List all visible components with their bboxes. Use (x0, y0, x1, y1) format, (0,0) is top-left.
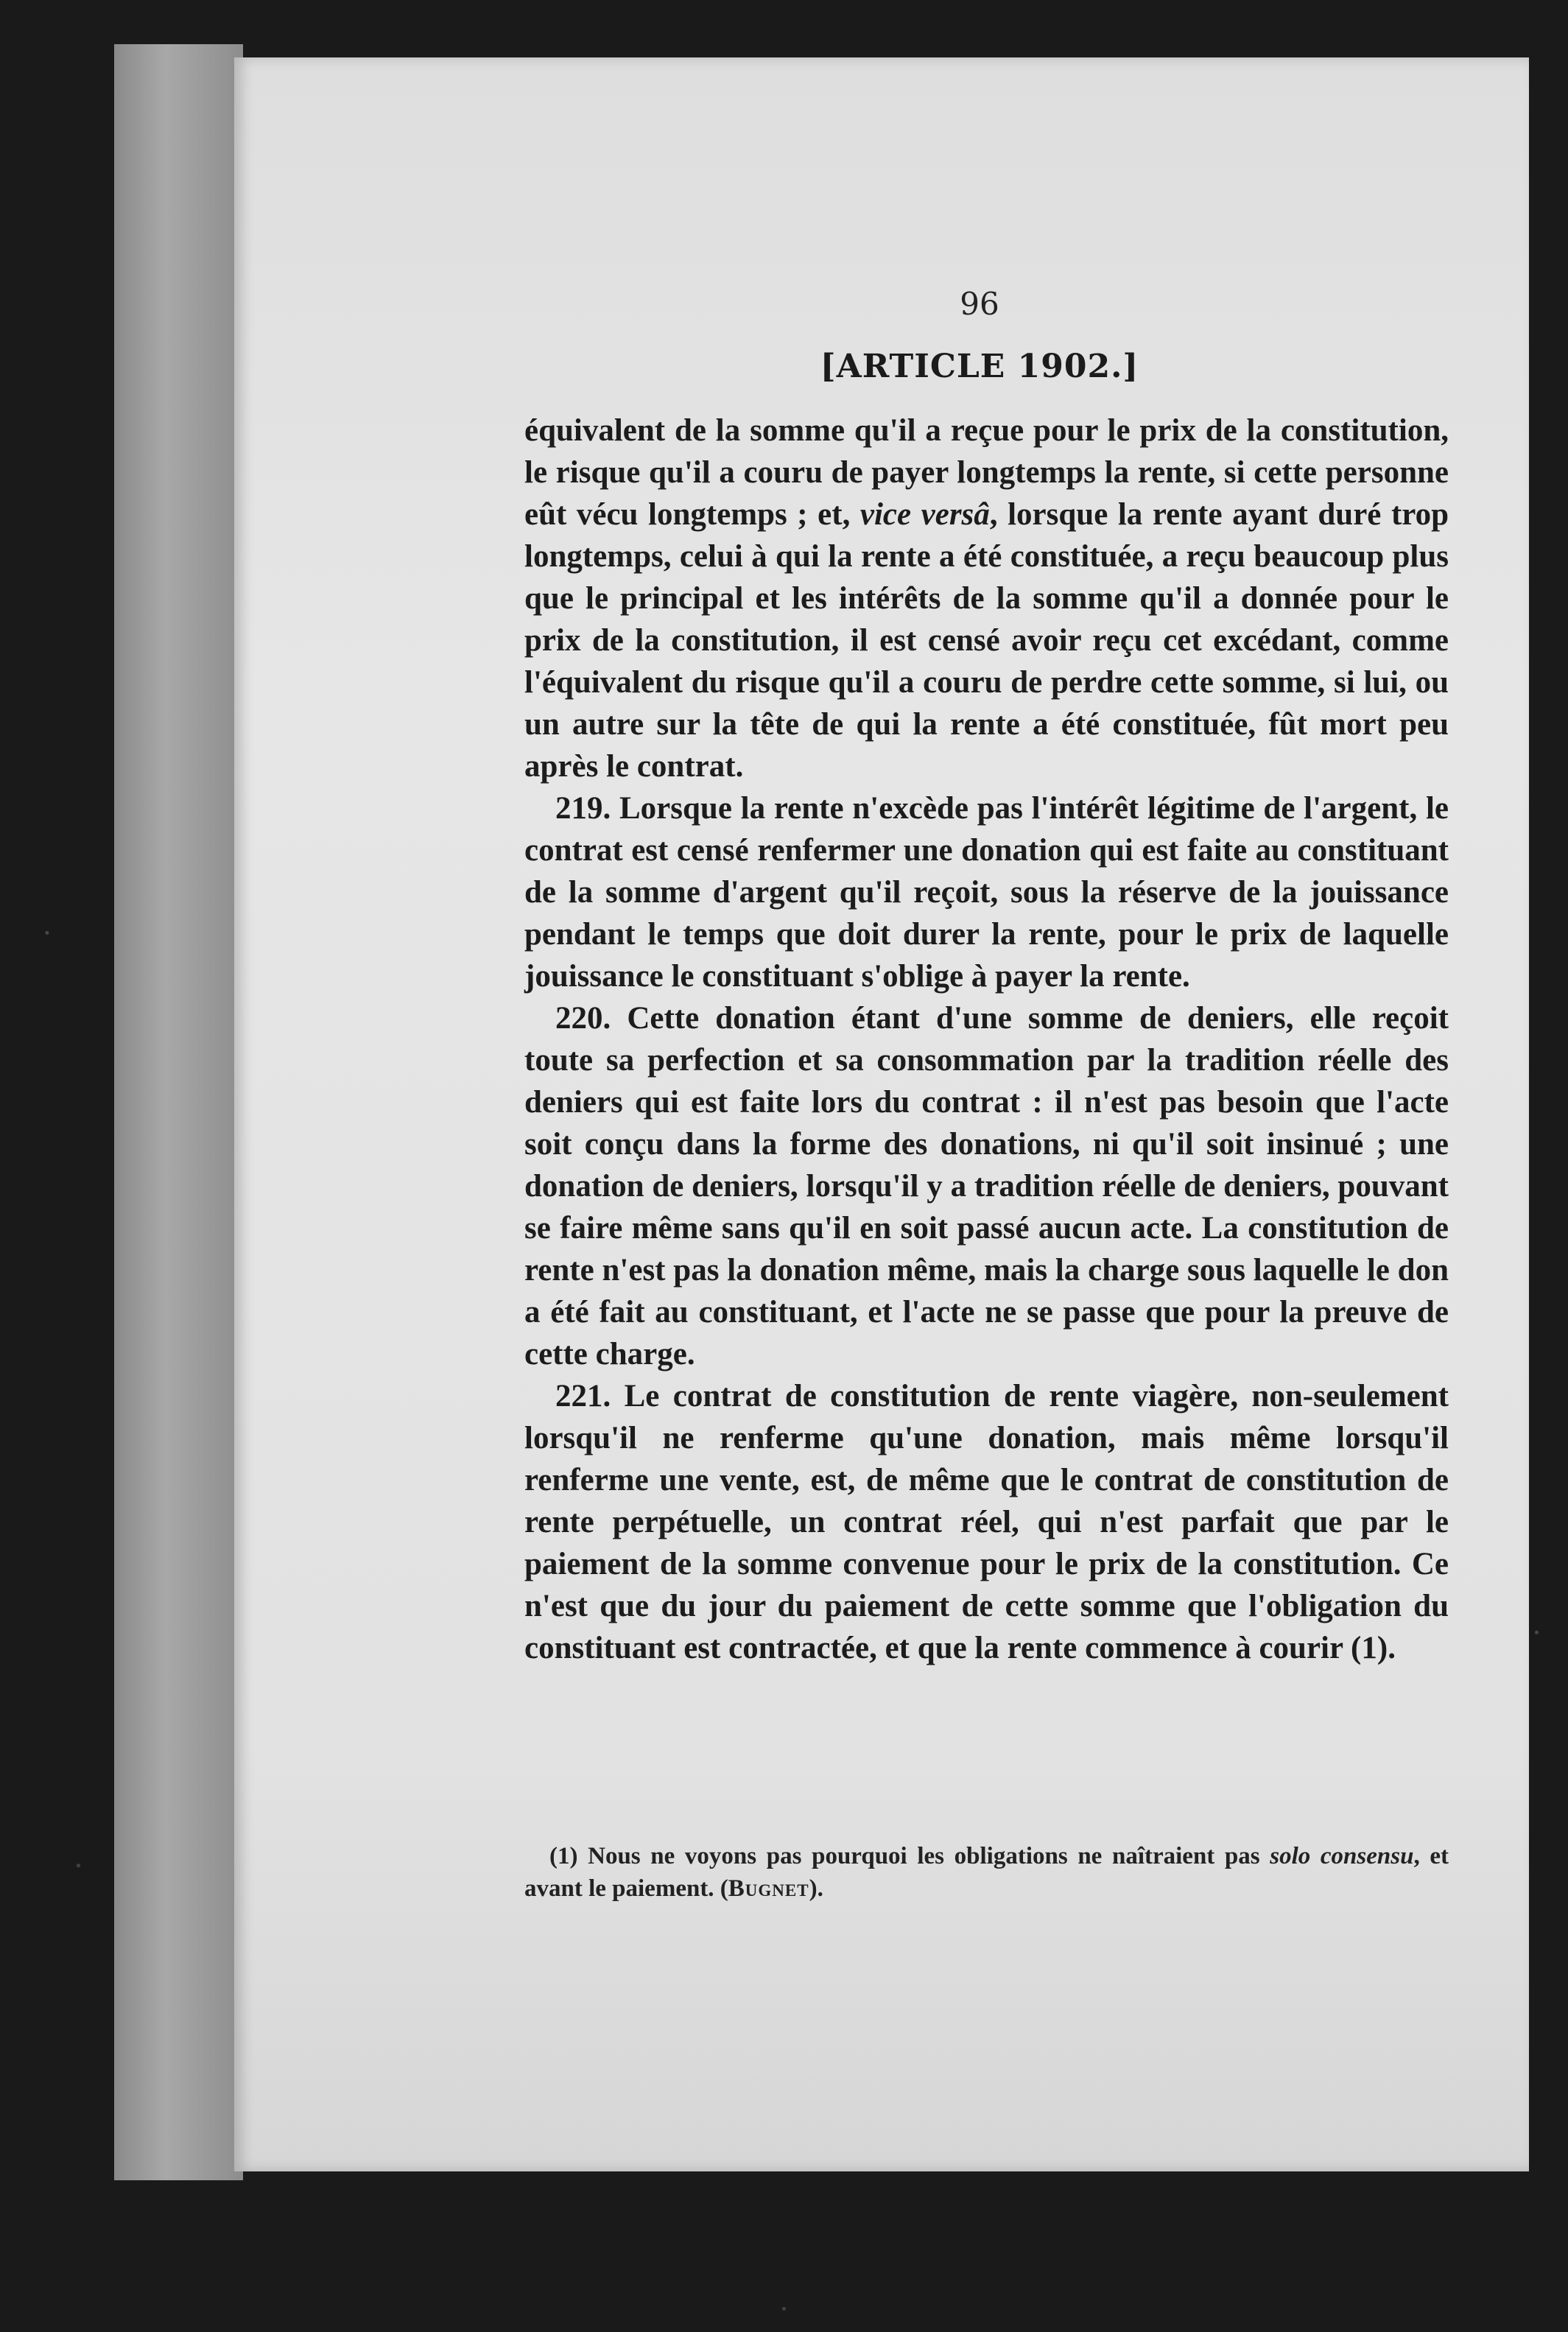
paragraph-continued (524, 410, 1449, 787)
page-number: 96 (960, 286, 999, 322)
book-page-edges (114, 44, 243, 2180)
paragraph-text: équivalent de la somme qu'il a reçue pour le prix de la constitution, le risque qu'il a couru de payer longtemps la rente, si cette personne eût vécu longtemps ; et, (524, 413, 1449, 532)
running-header: [ARTICLE 1902.] (820, 348, 1139, 385)
footnote-text (524, 1840, 1449, 1905)
paragraph-219: 219. Lorsque la rente n'excède pas l'intérêt légitime de l'argent, le contrat est censé renfermer une donation qui est faite au constituant de la somme d'argent qu'il reçoit, sous la réserve de la jouissance pendant le temps que doit durer la rente, pour le prix de laquelle jouissance le constituant s'oblige à payer la rente. (524, 791, 1449, 994)
footnote-tail: , et avant le paiement. ( (524, 1843, 1449, 1902)
paragraph-221: 221. Le contrat de constitution de rente viagère, non-seulement lorsqu'il ne renferme qu'une donation, mais même lorsqu'il renferme une vente, est, de même que le contrat de constitution de rente perpétuelle, un contrat réel, qui n'est parfait que par le paiement de la somme convenue pour le prix de la constitution. Ce n'est que du jour du paiement de cette somme que l'obligation du constituant est contractée, et que la rente commence à courir (1). (524, 1379, 1449, 1665)
footnote (524, 1840, 1449, 1905)
footnote-italic: solo consensu (1270, 1843, 1414, 1869)
footnote-close: ). (809, 1875, 823, 1902)
paragraph-text-tail: , lorsque la rente ayant duré trop longtemps, celui à qui la rente a été constituée, a reçu beaucoup plus que le principal et les intérêts de la somme qu'il a donnée pour le prix de la constitution, il est censé avoir reçu cet excédant, comme l'équivalent du risque qu'il a couru de perdre cette somme, si lui, ou un autre sur la tête de qui la rente a été constituée, fût mort peu après le contrat. (524, 497, 1449, 784)
body-text (524, 410, 1449, 1669)
footnote-body: (1) Nous ne voyons pas pourquoi les obligations ne naîtraient pas (549, 1843, 1270, 1869)
paragraph-220: 220. Cette donation étant d'une somme de deniers, elle reçoit toute sa perfection et sa consommation par la tradition réelle des deniers qui est faite lors du contrat : il n'est pas besoin que l'acte soit conçu dans la forme des donations, ni qu'il soit insinué ; une donation de deniers, lorsqu'il y a tradition réelle de deniers, pouvant se faire même sans qu'il en soit passé aucun acte. La constitution de rente n'est pas la donation même, mais la charge sous laquelle le don a été fait au constituant, et l'acte ne se passe que pour la preuve de cette charge. (524, 1001, 1449, 1372)
footnote-author: Bugnet (728, 1875, 809, 1902)
italic-phrase: vice versâ (859, 497, 990, 532)
